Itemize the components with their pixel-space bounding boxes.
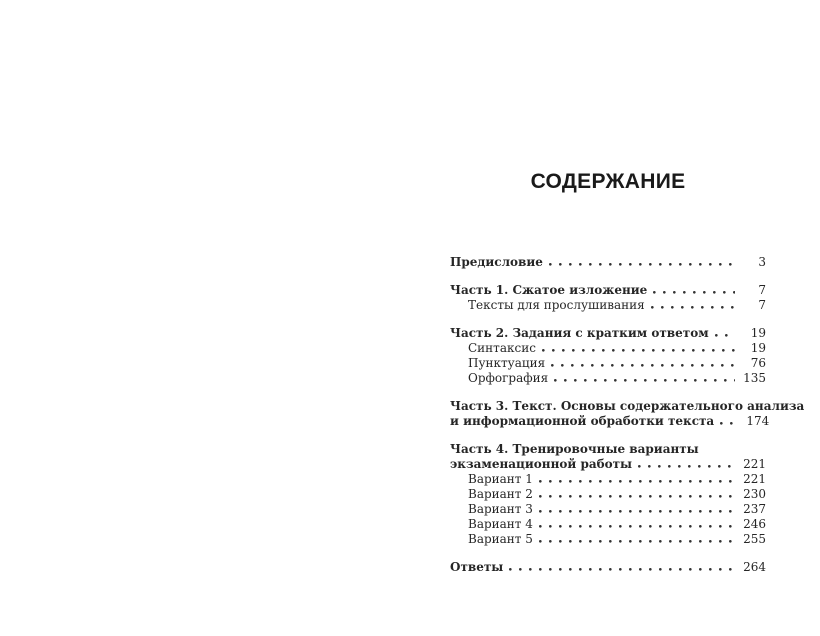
toc-entry-label: Часть 2. Задания с кратким ответом	[450, 326, 709, 340]
dot-leader	[539, 510, 735, 513]
toc-entry-label: Вариант 2	[468, 487, 533, 501]
toc-page-number: 135	[743, 371, 766, 385]
dot-leader	[651, 306, 735, 309]
table-of-contents	[450, 255, 805, 575]
toc-entry-label: Синтаксис	[468, 341, 536, 355]
dot-leader	[653, 291, 735, 294]
toc-entry-label: Предисловие	[450, 255, 543, 269]
toc-entry-part3-line2	[450, 414, 770, 429]
page-title: СОДЕРЖАНИЕ	[530, 170, 686, 193]
toc-page-number: 246	[743, 517, 766, 531]
toc-entry-variant-4	[450, 517, 766, 532]
toc-page-number: 7	[758, 283, 766, 297]
toc-entry-punctuation	[450, 356, 766, 371]
dot-leader	[542, 349, 735, 352]
toc-entry-orthography	[450, 371, 766, 386]
dot-leader	[638, 465, 735, 468]
toc-page-number: 19	[750, 326, 766, 340]
toc-page-number: 3	[758, 255, 766, 269]
toc-page-number: 255	[743, 532, 766, 546]
toc-entry-label: Часть 4. Тренировочные варианты	[450, 442, 699, 456]
toc-entry-label: Часть 3. Текст. Основы содержательного анализа	[450, 399, 805, 413]
toc-entry-syntax	[450, 341, 766, 356]
toc-entry-label: Вариант 3	[468, 502, 533, 516]
toc-page-number: 7	[758, 298, 766, 312]
toc-page-number: 76	[750, 356, 766, 370]
dot-leader	[551, 364, 735, 367]
toc-entry-label: и информационной обработки текста	[450, 414, 715, 428]
toc-entry-part2	[450, 326, 766, 341]
dot-leader	[715, 334, 735, 337]
dot-leader	[539, 525, 735, 528]
dot-leader	[539, 495, 735, 498]
toc-entry-part3-line1	[450, 399, 805, 414]
dot-leader	[554, 379, 735, 382]
toc-entry-preface	[450, 255, 766, 270]
toc-entry-label: Тексты для прослушивания	[468, 298, 645, 312]
toc-entry-variant-1	[450, 472, 766, 487]
toc-entry-label: Вариант 5	[468, 532, 533, 546]
toc-entry-label: Пунктуация	[468, 356, 546, 370]
toc-entry-label: Часть 1. Сжатое изложение	[450, 283, 648, 297]
toc-page-number: 19	[750, 341, 766, 355]
toc-entry-label: экзаменационной работы	[450, 457, 633, 471]
toc-page-number: 221	[743, 472, 766, 486]
toc-page-number: 221	[743, 457, 766, 471]
toc-entry-part4-line2	[450, 457, 766, 472]
toc-entry-label: Орфография	[468, 371, 549, 385]
dot-leader	[539, 540, 735, 543]
toc-entry-label: Вариант 4	[468, 517, 533, 531]
toc-entry-answers	[450, 560, 766, 575]
toc-entry-part1-listening-texts	[450, 298, 766, 313]
dot-leader	[509, 568, 735, 571]
toc-page-number: 237	[743, 502, 766, 516]
toc-page-number: 230	[743, 487, 766, 501]
toc-entry-variant-5	[450, 532, 766, 547]
dot-leader	[539, 480, 735, 483]
toc-entry-label: Вариант 1	[468, 472, 533, 486]
toc-page-number: 174	[746, 414, 770, 428]
toc-page-number: 264	[743, 560, 766, 574]
dot-leader	[720, 422, 738, 425]
dot-leader	[549, 263, 735, 266]
toc-entry-label: Ответы	[450, 560, 504, 574]
toc-entry-variant-2	[450, 487, 766, 502]
toc-entry-part1	[450, 283, 766, 298]
toc-entry-variant-3	[450, 502, 766, 517]
toc-entry-part4-line1	[450, 442, 766, 457]
